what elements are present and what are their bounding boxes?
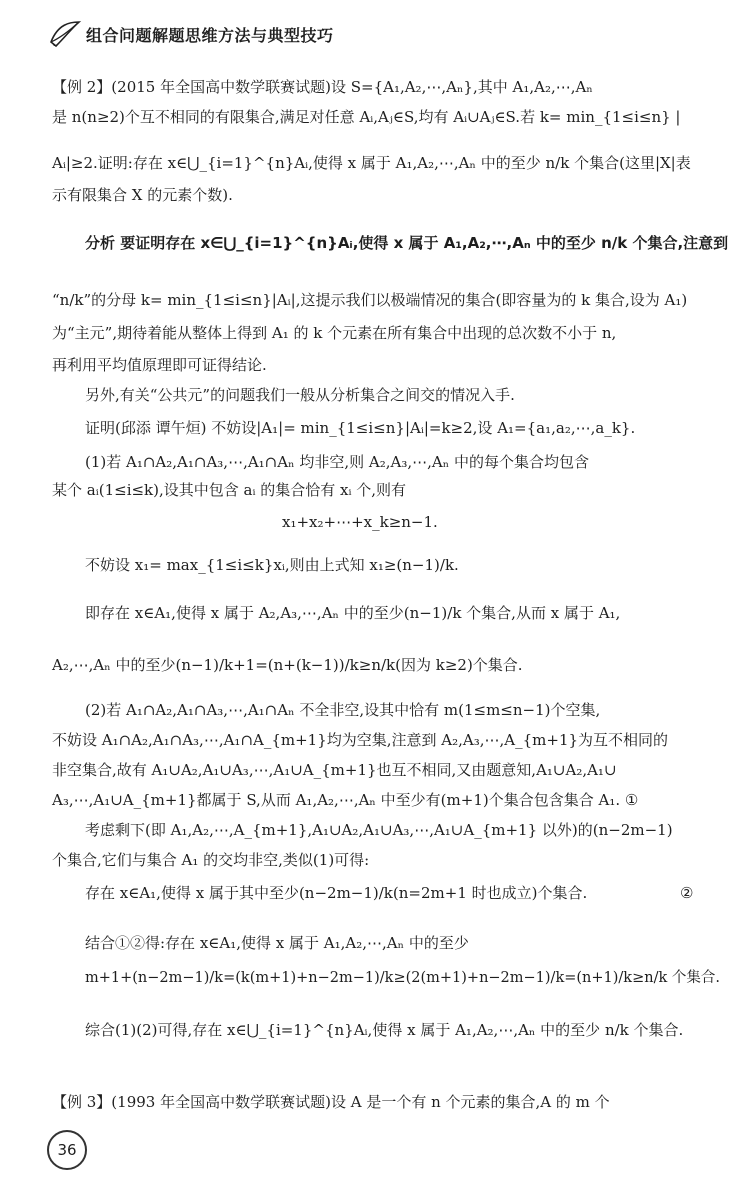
running-header	[48, 18, 334, 50]
text-line: 存在 x∈A₁,使得 x 属于其中至少(n−2m−1)/k(n=2m+1 时也成立)个集合.	[85, 884, 588, 902]
text-line: 再利用平均值原理即可证得结论.	[52, 356, 267, 374]
text-line: (1)若 A₁∩A₂,A₁∩A₃,⋯,A₁∩Aₙ 均非空,则 A₂,A₃,⋯,Aₙ 中的每个集合均包含	[85, 453, 589, 471]
equation-tag: ②	[680, 884, 694, 902]
equation-line: x₁+x₂+⋯+x_k≥n−1.	[282, 513, 438, 531]
text-line: A₂,⋯,Aₙ 中的至少(n−1)/k+1=(n+(k−1))/k≥n/k(因为 k≥2)个集合.	[52, 656, 523, 674]
equation-line: m+1+(n−2m−1)/k=(k(m+1)+n−2m−1)/k≥(2(m+1)+n−2m−1)/k=(n+1)/k≥n/k 个集合.	[85, 970, 720, 986]
text-line: Aᵢ|≥2.证明:存在 x∈⋃_{i=1}^{n}Aᵢ,使得 x 属于 A₁,A₂,⋯,Aₙ 中的至少 n/k 个集合(这里|X|表	[52, 154, 691, 172]
text-line: 示有限集合 X 的元素个数).	[52, 186, 233, 204]
text-line: 不妨设 x₁= max_{1≤i≤k}xᵢ,则由上式知 x₁≥(n−1)/k.	[85, 556, 459, 574]
text-line: 【例 2】(2015 年全国高中数学联赛试题)设 S={A₁,A₂,⋯,Aₙ},其中 A₁,A₂,⋯,Aₙ	[52, 78, 593, 96]
book-logo-icon	[48, 18, 82, 50]
text-line: 分析 要证明存在 x∈⋃_{i=1}^{n}Aᵢ,使得 x 属于 A₁,A₂,⋯,Aₙ 中的至少 n/k 个集合,注意到	[85, 234, 729, 252]
page-number: 36	[47, 1130, 87, 1170]
text-line: 结合①②得:存在 x∈A₁,使得 x 属于 A₁,A₂,⋯,Aₙ 中的至少	[85, 934, 469, 952]
text-line: 不妨设 A₁∩A₂,A₁∩A₃,⋯,A₁∩A_{m+1}均为空集,注意到 A₂,A₃,⋯,A_{m+1}为互不相同的	[52, 731, 669, 749]
text-line: 非空集合,故有 A₁∪A₂,A₁∪A₃,⋯,A₁∪A_{m+1}也互不相同,又由题意知,A₁∪A₂,A₁∪	[52, 761, 617, 779]
text-line: 综合(1)(2)可得,存在 x∈⋃_{i=1}^{n}Aᵢ,使得 x 属于 A₁,A₂,⋯,Aₙ 中的至少 n/k 个集合.	[85, 1021, 684, 1039]
text-line: 证明(邱添 谭午烜) 不妨设|A₁|= min_{1≤i≤n}|Aᵢ|=k≥2,设 A₁={a₁,a₂,⋯,a_k}.	[85, 419, 636, 437]
text-line: (2)若 A₁∩A₂,A₁∩A₃,⋯,A₁∩Aₙ 不全非空,设其中恰有 m(1≤m≤n−1)个空集,	[85, 701, 601, 719]
text-line: 即存在 x∈A₁,使得 x 属于 A₂,A₃,⋯,Aₙ 中的至少(n−1)/k 个集合,从而 x 属于 A₁,	[85, 604, 621, 622]
text-line: 个集合,它们与集合 A₁ 的交均非空,类似(1)可得:	[52, 851, 370, 869]
text-line: 某个 aᵢ(1≤i≤k),设其中包含 aᵢ 的集合恰有 xᵢ 个,则有	[52, 481, 407, 499]
text-line: 考虑剩下(即 A₁,A₂,⋯,A_{m+1},A₁∪A₂,A₁∪A₃,⋯,A₁∪A_{m+1} 以外)的(n−2m−1)	[85, 821, 673, 839]
text-line: 另外,有关“公共元”的问题我们一般从分析集合之间交的情况入手.	[85, 386, 515, 404]
text-line: A₃,⋯,A₁∪A_{m+1}都属于 S,从而 A₁,A₂,⋯,Aₙ 中至少有(m+1)个集合包含集合 A₁. ①	[52, 791, 639, 809]
text-line: 是 n(n≥2)个互不相同的有限集合,满足对任意 Aᵢ,Aⱼ∈S,均有 Aᵢ∪Aⱼ∈S.若 k= min_{1≤i≤n} |	[52, 108, 681, 126]
header-title: 组合问题解题思维方法与典型技巧	[86, 25, 334, 45]
text-line: 【例 3】(1993 年全国高中数学联赛试题)设 A 是一个有 n 个元素的集合,A 的 m 个	[52, 1093, 610, 1111]
text-line: “n/k”的分母 k= min_{1≤i≤n}|Aᵢ|,这提示我们以极端情况的集合(即容量为的 k 集合,设为 A₁)	[52, 291, 688, 309]
text-line: 为“主元”,期待着能从整体上得到 A₁ 的 k 个元素在所有集合中出现的总次数不小于 n,	[52, 324, 617, 342]
